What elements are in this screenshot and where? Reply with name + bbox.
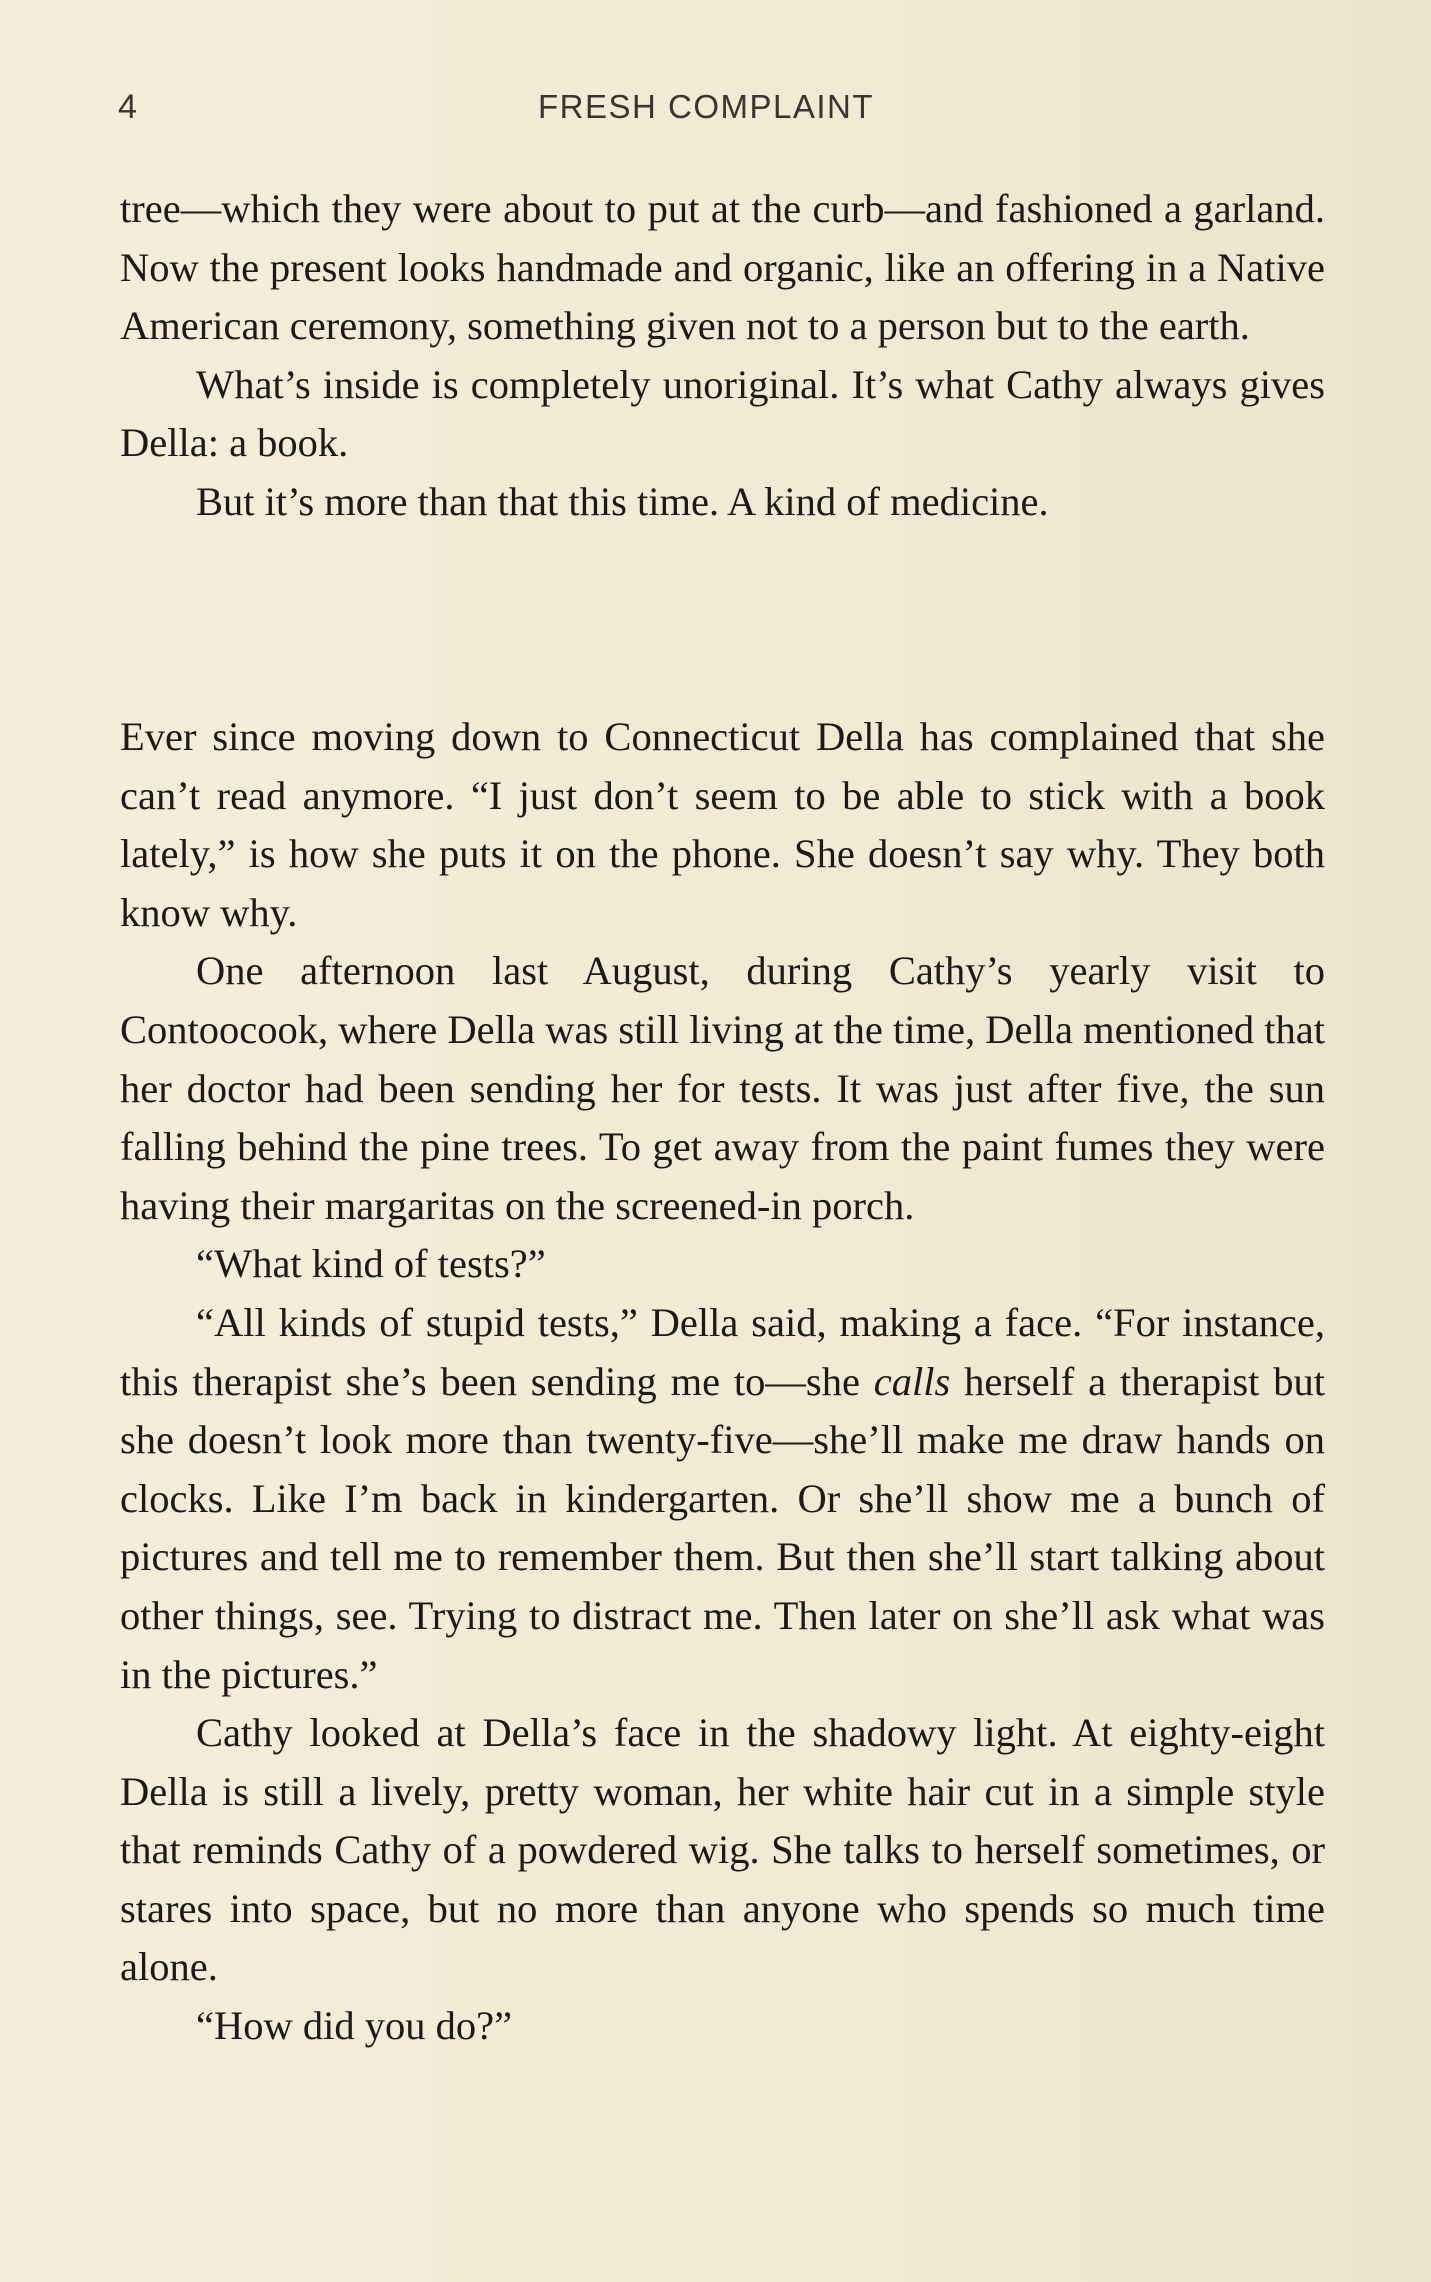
paragraph: But it’s more than that this time. A kind of medicine. [196,478,1049,524]
paragraph: One afternoon last August, during Cathy’s yearly visit to Contoocook, where Della was still living at the time, Della mentioned that her doctor had been sending her for tests. It was just after five, the sun falling behind the pine trees. To get away from the paint fumes they were having their margaritas on the screened-in porch. [120,948,1325,1228]
paragraph [120,1294,1325,1704]
paragraph-text: “All kinds of stupid tests,” Della said, making a face. “For instance, this therapist she’s been sending me to—she [120,1299,1325,1404]
paragraph: What’s inside is completely unoriginal. It’s what Cathy always gives Della: a book. [120,361,1325,466]
text-block-section [120,708,1325,2056]
text-block-top [120,180,1325,532]
emphasized-word: calls [873,1358,951,1404]
paragraph-text: herself a therapist but she doesn’t look more than twenty-five—she’ll make me draw hands on clocks. Like I’m back in kindergarten. Or she’ll show me a bunch of pictures and tell me to remember them. But then she’ll start talking about other things, see. Trying to distract me. Then later on she’ll ask what was in the pictures.” [120,1358,1325,1697]
dialogue-line: “How did you do?” [196,2003,513,2049]
dialogue-line: “What kind of tests?” [196,1241,546,1287]
page-header [118,88,1328,132]
running-title: FRESH COMPLAINT [538,88,875,125]
paragraph: Cathy looked at Della’s face in the shadowy light. At eighty-eight Della is still a lively, pretty woman, her white hair cut in a simple style that reminds Cathy of a powdered wig. She talks to herself sometimes, or stares into space, but no more than anyone who spends so much time alone. [120,1710,1325,1990]
paragraph: tree—which they were about to put at the curb—and fashioned a garland. Now the present looks handmade and organic, like an offering in a Native American ceremony, something given not to a person but to the earth. [120,186,1325,349]
section-opening-paragraph: Ever since moving down to Connecticut Della has complained that she can’t read anymore. “I just don’t seem to be able to stick with a book lately,” is how she puts it on the phone. She doesn’t say why. They both know why. [120,714,1325,935]
page-number: 4 [118,88,137,126]
